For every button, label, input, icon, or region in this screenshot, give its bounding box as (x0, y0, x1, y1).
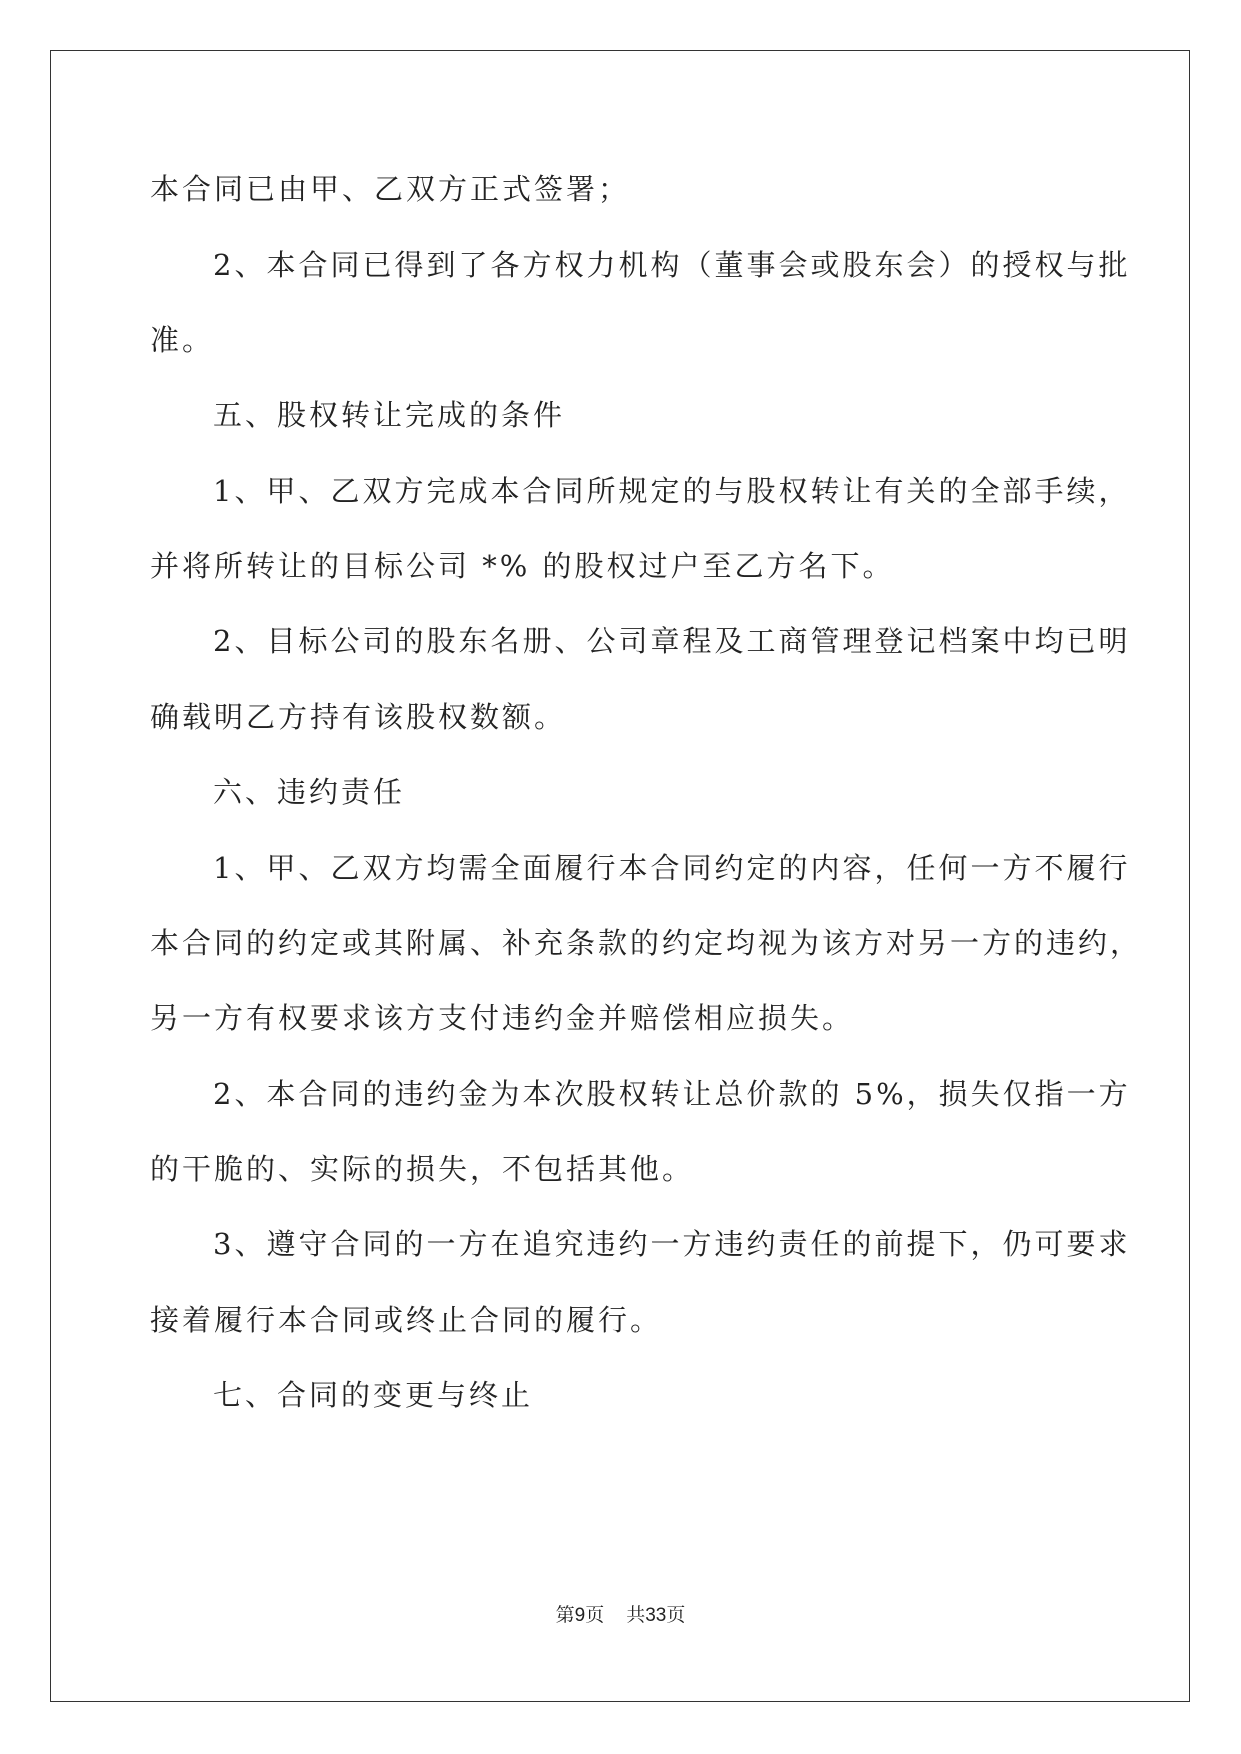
text-line: 并将所转让的目标公司 *% 的股权过户至乙方名下。 (150, 549, 895, 583)
footer-total-number: 33 (645, 1605, 667, 1626)
text-line: 1、甲、乙双方完成本合同所规定的与股权转让有关的全部手续， (213, 474, 1131, 508)
text-line: 2、目标公司的股东名册、公司章程及工商管理登记档案中均已明 (213, 624, 1131, 658)
text-line: 本合同的约定或其附属、补充条款的约定均视为该方对另一方的违约， (150, 926, 1143, 960)
text-line: 3、遵守合同的一方在追究违约一方违约责任的前提下，仍可要求 (213, 1227, 1131, 1261)
text-line: 的干脆的、实际的损失，不包括其他。 (150, 1152, 695, 1186)
text-line: 确载明乙方持有该股权数额。 (150, 700, 567, 734)
footer-page-prefix: 第 (555, 1605, 575, 1626)
text-line: 接着履行本合同或终止合同的履行。 (150, 1303, 663, 1337)
text-line: 本合同已由甲、乙双方正式签署； (150, 172, 631, 206)
page-footer (0, 1604, 1241, 1628)
section-heading: 五、股权转让完成的条件 (213, 398, 566, 432)
text-line: 1、甲、乙双方均需全面履行本合同约定的内容，任何一方不履行 (213, 851, 1131, 885)
footer-total-prefix: 共 (626, 1605, 646, 1626)
text-line: 准。 (150, 323, 215, 357)
text-line: 2、本合同的违约金为本次股权转让总价款的 5%，损失仅指一方 (213, 1077, 1131, 1111)
section-heading: 七、合同的变更与终止 (213, 1378, 534, 1412)
footer-page-suffix: 页 (585, 1605, 605, 1626)
section-heading: 六、违约责任 (213, 775, 406, 809)
text-line: 另一方有权要求该方支付违约金并赔偿相应损失。 (150, 1001, 855, 1035)
footer-page-number: 9 (574, 1605, 586, 1626)
text-line: 2、本合同已得到了各方权力机构（董事会或股东会）的授权与批 (213, 248, 1131, 282)
footer-total-suffix: 页 (666, 1605, 686, 1626)
